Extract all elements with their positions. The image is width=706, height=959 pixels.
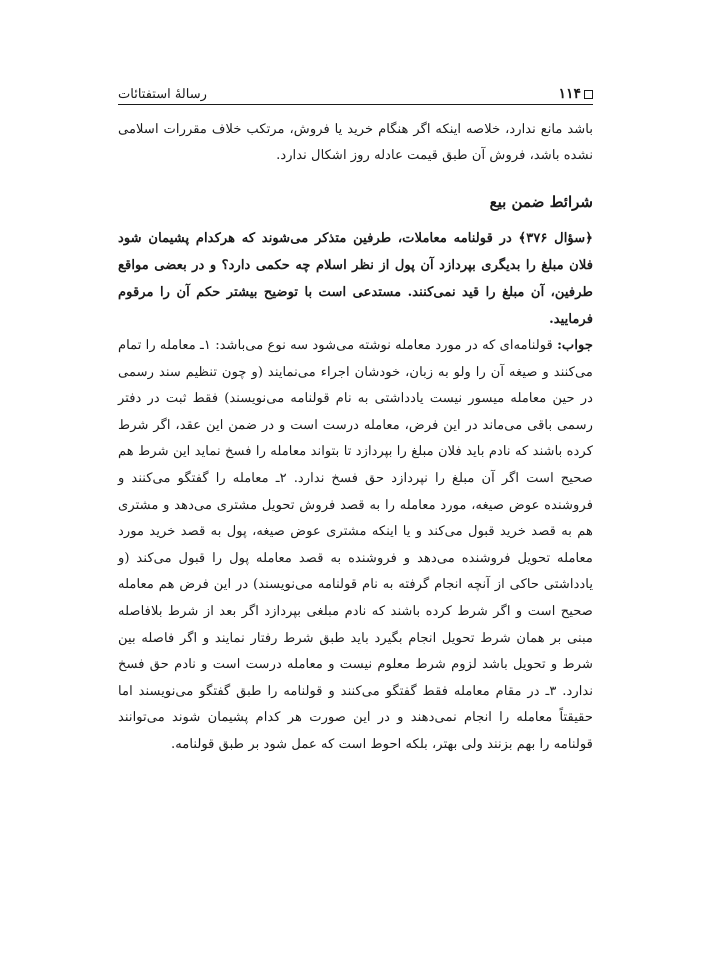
intro-paragraph: باشد مانع ندارد، خلاصه اینکه اگر هنگام خرید یا فروش، مرتکب خلاف مقررات اسلامی نشده باشد، فروش آن طبق قیمت عادله روز اشکال ندارد.	[118, 122, 593, 163]
answer-text: قولنامه‌ای که در مورد معامله نوشته می‌شود سه نوع می‌باشد: ۱ـ معامله را تمام می‌کنند و صیغه آن را ولو به زبان، خودشان اجراء می‌نمایند (و چون تنظیم سند رسمی در حین معامله میسور نیست یادداشتی به نام قولنامه می‌نویسند) فقط ثبت در دفتر رسمی باقی می‌ماند در این فرض، معامله درست است و در ضمن این عقد، اگر شرط کرده باشند که نادم باید فلان مبلغ را بپردازد تا بتواند معامله را فسخ نماید این شرط هم صحیح است اگر آن مبلغ را نپردازد حق فسخ ندارد. ۲ـ معامله را گفتگو می‌کنند و فروشنده عوض صیغه، مورد معامله را به قصد فروش تحویل مشتری می‌دهد و مشتری هم به قصد خرید قبول می‌کند و یا اینکه مشتری عوض صیغه، پول به قصد خرید مورد معامله تحویل فروشنده می‌دهد و فروشنده به قصد معامله پول را قبول می‌کند (و یادداشتی حاکی از آنچه انجام گرفته به نام قولنامه می‌نویسند) در این فرض هم معامله صحیح است و اگر شرط کرده باشند که نادم مبلغی بپردازد اگر بعد از شرط بلافاصله مبنی بر همان شرط تحویل انجام بگیرد باید طبق شرط رفتار نمایند و اگر فاصله بین شرط و تحویل باشد لزوم شرط معلوم نیست و معامله درست است و نادم حق فسخ ندارد. ۳ـ در مقام معامله فقط گفتگو می‌کنند و قولنامه را طبق گفتگو می‌نویسند اما حقیقتاً معامله را انجام نمی‌دهند و در این صورت هر کدام پشیمان شوند می‌توانند قولنامه را بهم بزنند ولی بهتر، بلکه احوط است که عمل شود بر طبق قولنامه.	[118, 338, 593, 752]
square-bullet-icon	[584, 90, 593, 99]
question-paragraph	[118, 225, 593, 333]
answer-label: جواب:	[557, 338, 593, 353]
question-text: در قولنامه معاملات، طرفین متذکر می‌شوند که هرکدام پشیمان شود فلان مبلغ را بدیگری بپردازد آن پول از نظر اسلام چه حکمی دارد؟ و در بعضی مواقع طرفین، آن مبلغ را قید نمی‌کنند. مستدعی است با توضیح بیشتر حکم آن را مرقوم فرمایید.	[118, 231, 593, 327]
running-title: رسالۀ استفتائات	[118, 87, 207, 102]
page-number-block	[558, 86, 593, 102]
page-header	[118, 74, 593, 102]
header-divider	[118, 104, 593, 105]
page-number: ۱۱۴	[558, 86, 581, 102]
answer-paragraph	[118, 333, 593, 759]
page-body	[118, 117, 593, 759]
section-title: شرائط ضمن بیع	[489, 193, 593, 211]
question-label: ﴿سؤال ۳۷۶﴾	[518, 231, 594, 246]
